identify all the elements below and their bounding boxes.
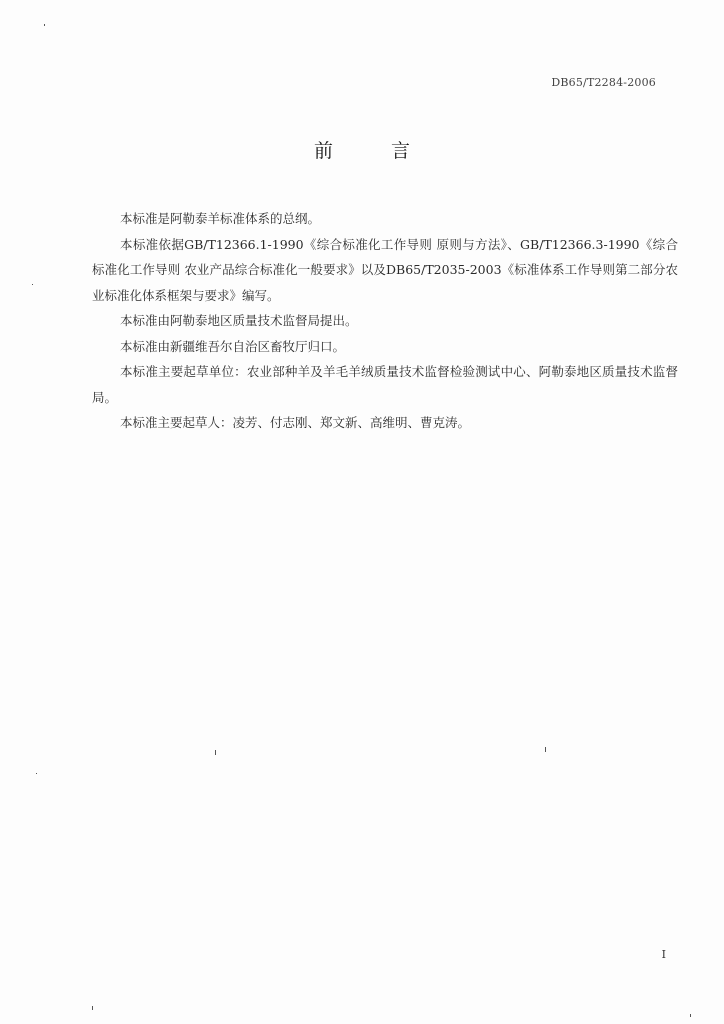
- scan-speck: [92, 1006, 93, 1010]
- paragraph-drafters: 本标准主要起草人：凌芳、付志刚、郑文新、高维明、曹克涛。: [120, 415, 471, 430]
- page-title: 前 言: [313, 140, 437, 162]
- scan-speck: [32, 284, 33, 285]
- page-number: I: [661, 948, 666, 961]
- paragraph-centralized: 本标准由新疆维吾尔自治区畜牧厅归口。: [120, 338, 346, 354]
- scan-speck: [36, 773, 37, 774]
- scan-speck: [545, 747, 546, 752]
- scan-speck: [690, 1014, 691, 1017]
- scan-speck: [215, 750, 216, 755]
- standard-number: DB65/T2284-2006: [551, 76, 656, 89]
- paragraph-proposer: 本标准由阿勒泰地区质量技术监督局提出。: [120, 313, 358, 328]
- scan-speck: [44, 24, 45, 26]
- paragraph-scope: 本标准是阿勒泰羊标准体系的总纲。: [120, 211, 321, 226]
- paragraph-drafting-units: 本标准主要起草单位：农业部种羊及羊毛羊绒质量技术监督检验测试中心、阿勒泰地区质量技术监督局。: [92, 364, 678, 405]
- foreword-body: [92, 206, 678, 436]
- paragraph-basis: 本标准依据GB/T12366.1-1990《综合标准化工作导则 原则与方法》、GB/T12366.3-1990《综合标准化工作导则 农业产品综合标准化一般要求》以及DB65/T2035-2003《标准体系工作导则第二部分农业标准化体系框架与要求》编写。: [92, 236, 678, 303]
